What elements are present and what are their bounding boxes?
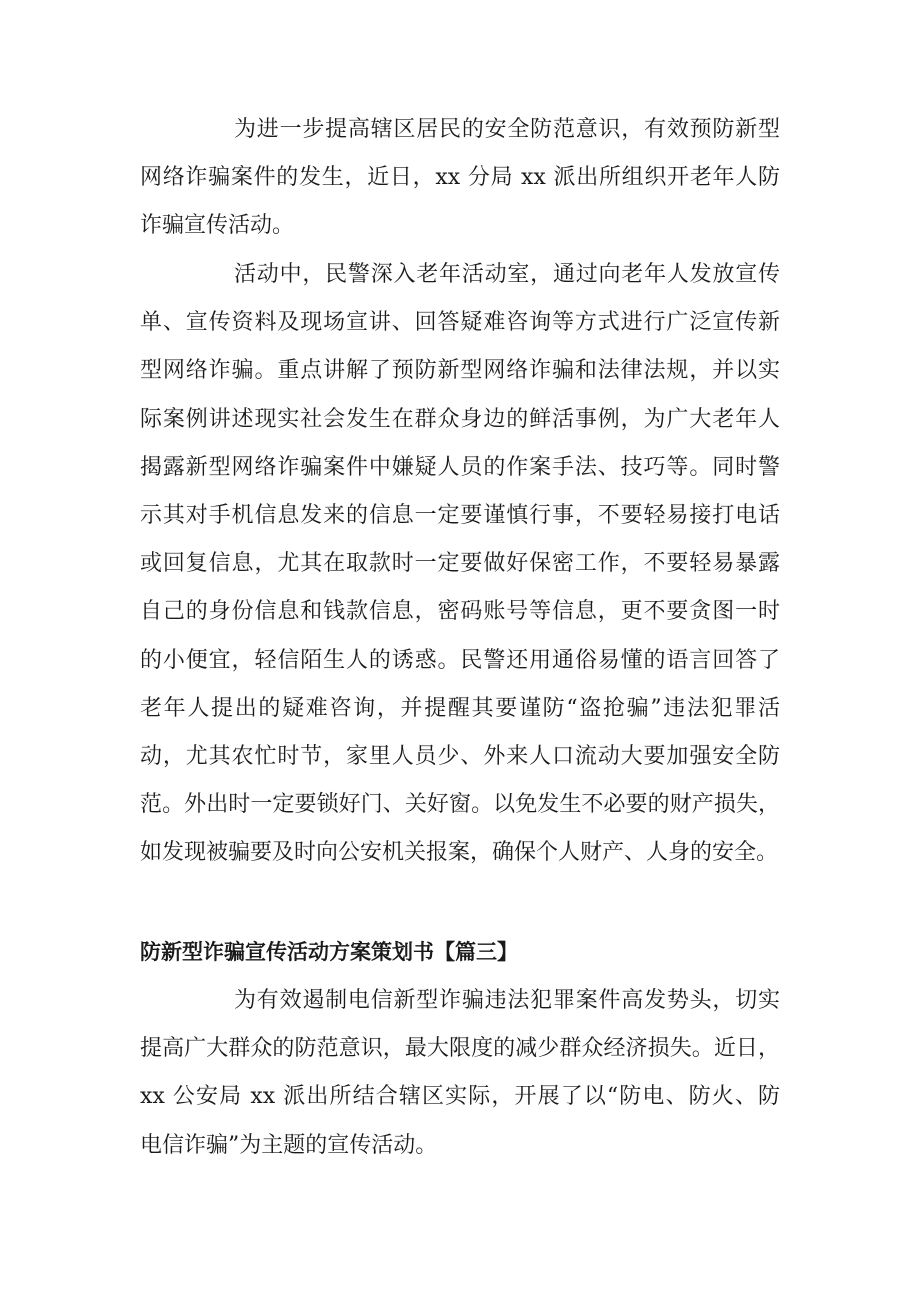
paragraph-line: 示其对手机信息发来的信息一定要谨慎行事，不要轻易接打电话 (140, 502, 780, 528)
paragraph-line: 活动中，民警深入老年活动室，通过向老年人发放宣传 (234, 262, 780, 287)
paragraph-line: 的小便宜，轻信陌生人的诱惑。民警还用通俗易懂的语言回答了 (140, 647, 780, 673)
paragraph-line: xx 公安局 xx 派出所结合辖区实际，开展了以“防电、防火、防 (140, 1084, 780, 1110)
paragraph-line: 自己的身份信息和钱款信息，密码账号等信息，更不要贪图一时 (140, 599, 780, 625)
paragraph-line: 范。外出时一定要锁好门、关好窗。以免发生不必要的财产损失， (140, 792, 780, 818)
paragraph-line: 提高广大群众的防范意识，最大限度的减少群众经济损失。近日， (140, 1036, 780, 1062)
paragraph-section-three (140, 977, 780, 1170)
paragraph-line: 为有效遏制电信新型诈骗违法犯罪案件高发势头，切实 (234, 988, 780, 1013)
paragraph-anti-fraud-intro (140, 106, 780, 251)
paragraph-line: 型网络诈骗。重点讲解了预防新型网络诈骗和法律法规，并以实 (140, 358, 780, 384)
paragraph-line: 单、宣传资料及现场宣讲、回答疑难咨询等方式进行广泛宣传新 (140, 310, 780, 336)
paragraph-line: 网络诈骗案件的发生，近日，xx 分局 xx 派出所组织开老年人防 (140, 165, 780, 191)
paragraph-line: 如发现被骗要及时向公安机关报案，确保个人财产、人身的安全。 (140, 840, 779, 866)
paragraph-line: 动，尤其农忙时节，家里人员少、外来人口流动大要加强安全防 (140, 743, 780, 769)
paragraph-line: 为进一步提高辖区居民的安全防范意识，有效预防新型 (234, 117, 780, 142)
paragraph-line: 诈骗宣传活动。 (140, 213, 295, 239)
paragraph-line: 际案例讲述现实社会发生在群众身边的鲜活事例，为广大老年人 (140, 406, 780, 432)
section-heading: 防新型诈骗宣传活动方案策划书【篇三】 (140, 940, 518, 964)
paragraph-line: 电信诈骗”为主题的宣传活动。 (140, 1132, 438, 1158)
paragraph-line: 或回复信息，尤其在取款时一定要做好保密工作，不要轻易暴露 (140, 551, 780, 577)
paragraph-activity-details (140, 251, 780, 877)
paragraph-line: 揭露新型网络诈骗案件中嫌疑人员的作案手法、技巧等。同时警 (140, 454, 780, 480)
paragraph-line: 老年人提出的疑难咨询，并提醒其要谨防“盗抢骗”违法犯罪活 (140, 695, 780, 721)
